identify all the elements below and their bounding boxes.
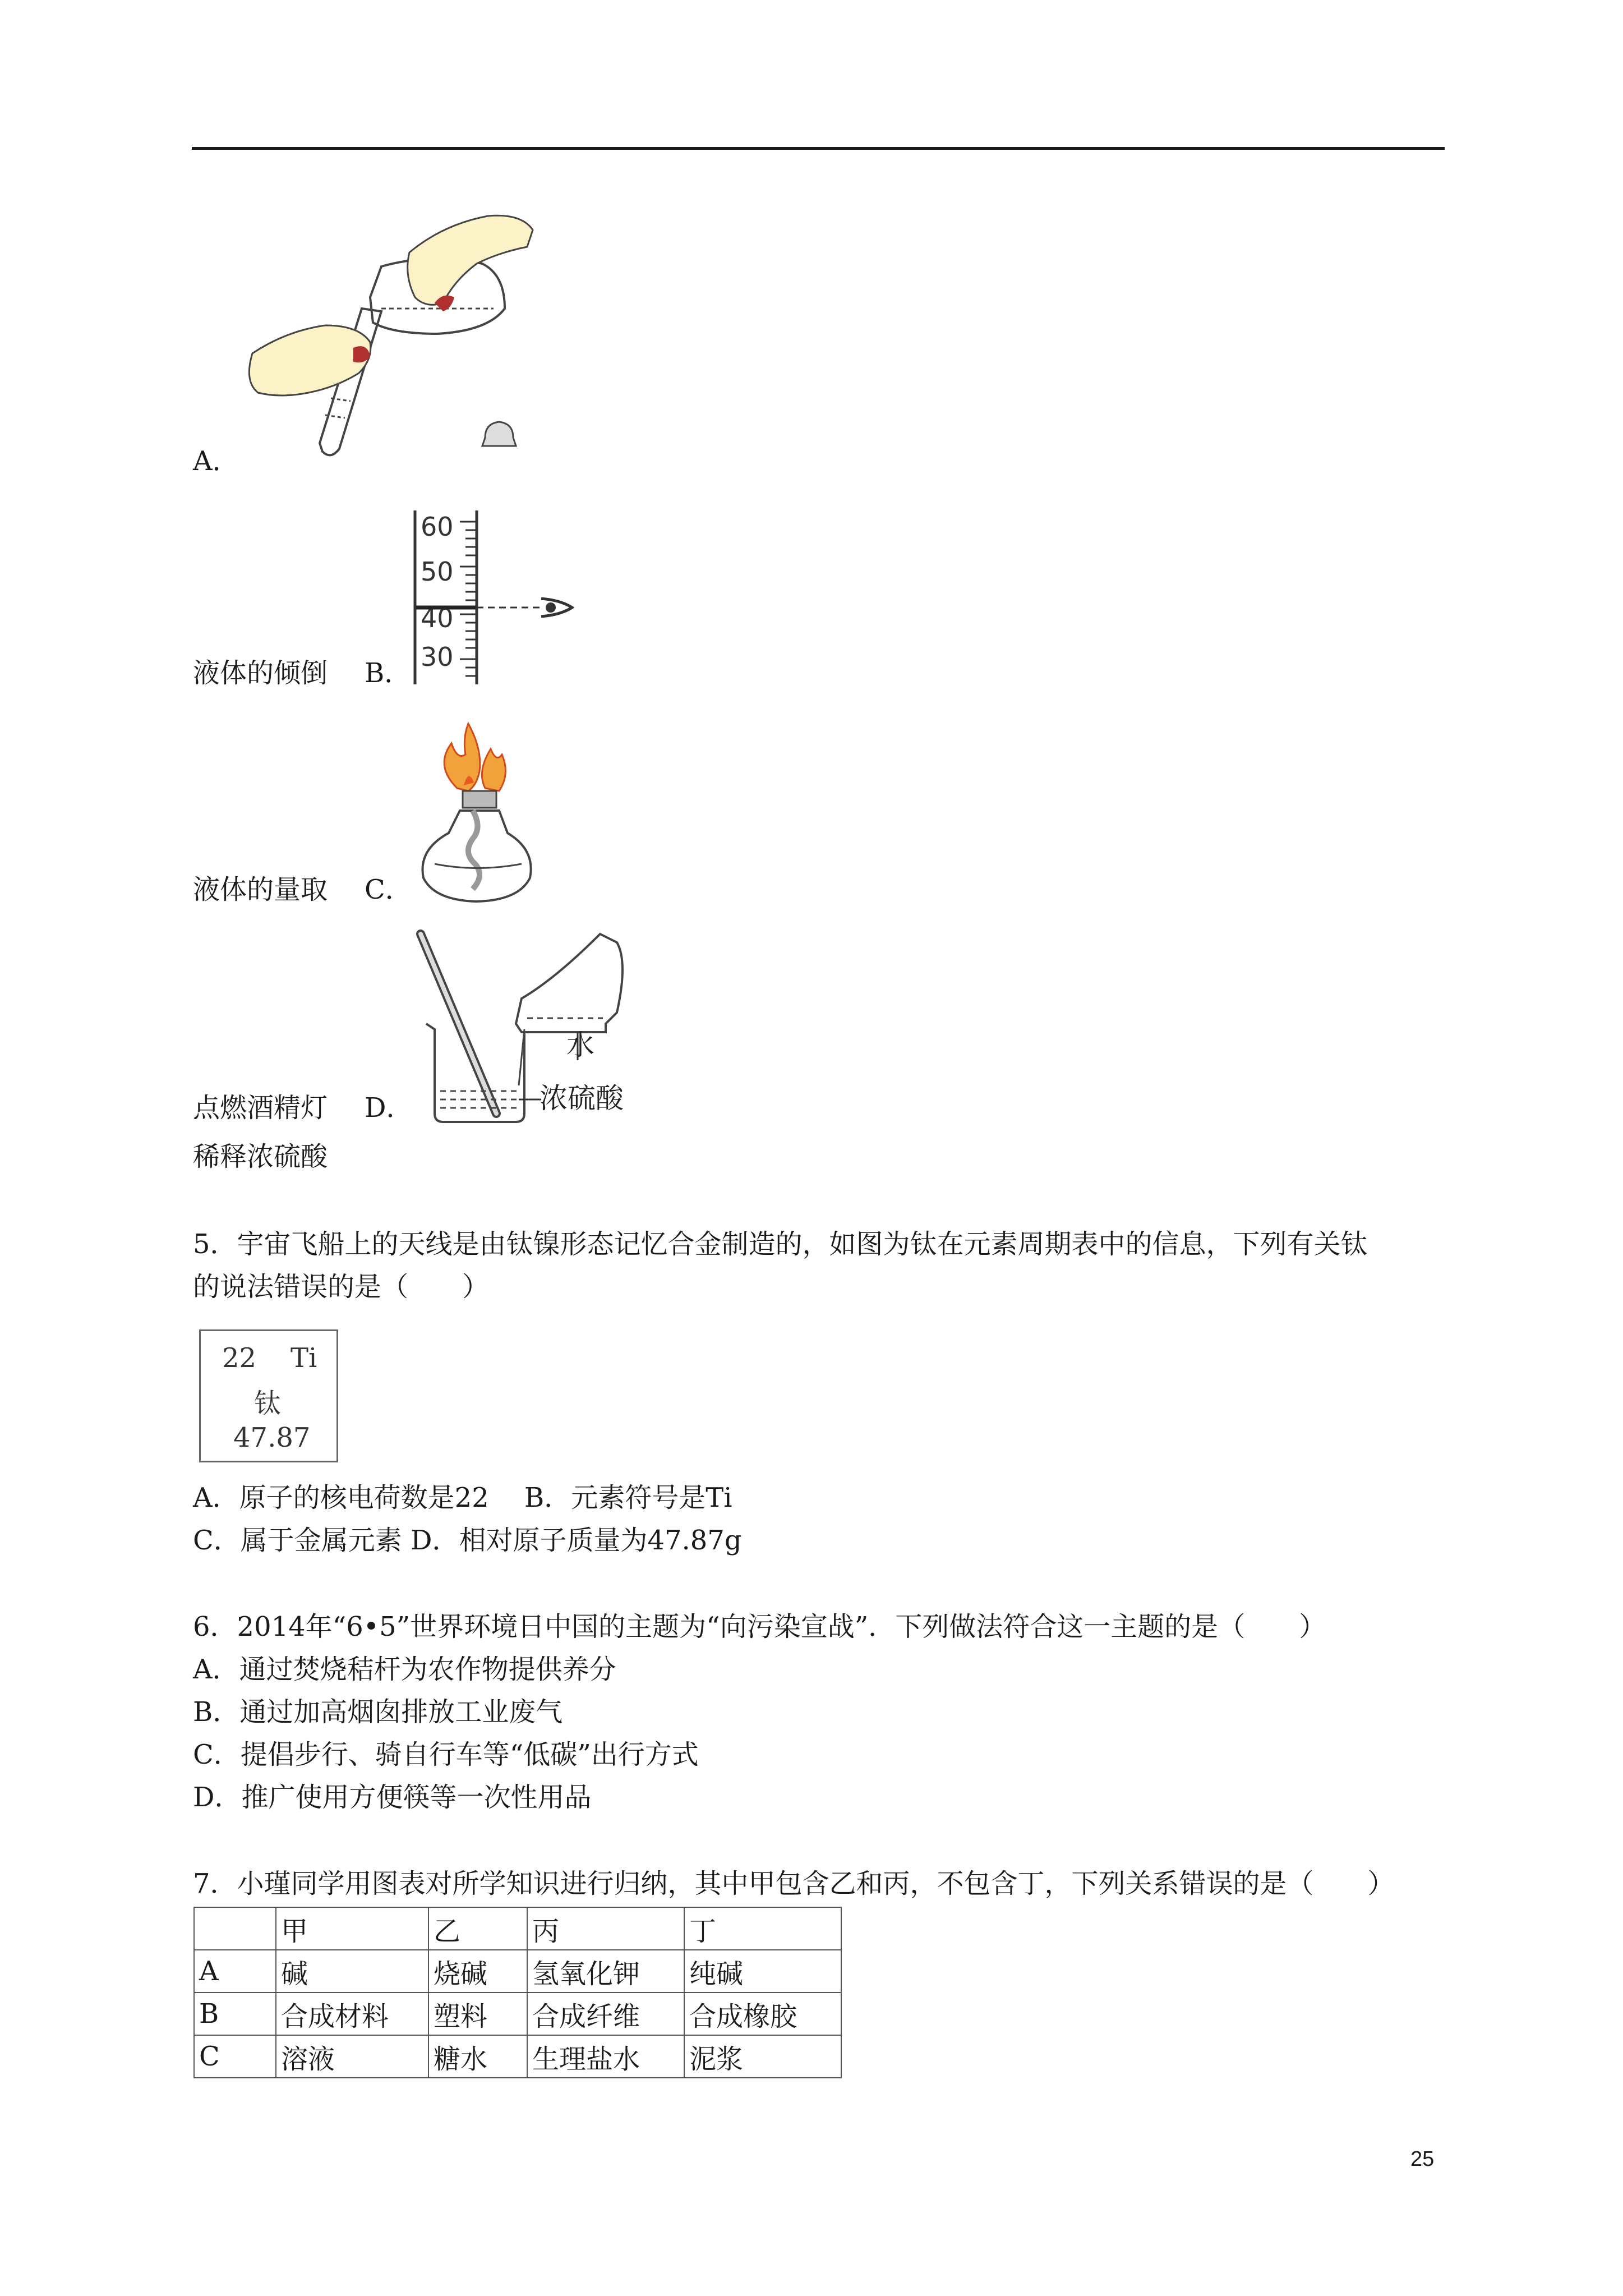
table-cell xyxy=(194,1907,276,1950)
caption-light-lamp: 点燃酒精灯 xyxy=(193,1092,328,1124)
option-d-letter: D． xyxy=(365,1092,413,1124)
q6-option-c: C．提倡步行、骑自行车等“低碳”出行方式 xyxy=(193,1739,699,1770)
caption-dilute-acid: 稀释浓硫酸 xyxy=(193,1141,328,1172)
table-cell: 合成纤维 xyxy=(527,1993,684,2035)
table-cell: 氢氧化钾 xyxy=(527,1950,684,1993)
element-number: 22 xyxy=(222,1342,257,1374)
liquid-pouring-figure xyxy=(241,213,544,471)
caption-liquid-pouring: 液体的倾倒 xyxy=(193,657,328,689)
table-cell: 甲 xyxy=(276,1907,428,1950)
titanium-element-card xyxy=(199,1329,338,1462)
table-cell: 塑料 xyxy=(428,1993,527,2035)
table-header-row xyxy=(194,1907,841,1950)
dilution-figure xyxy=(415,928,651,1130)
q7-classification-table xyxy=(193,1907,842,2078)
table-cell: C xyxy=(194,2035,276,2078)
table-cell: 碱 xyxy=(276,1950,428,1993)
q6-option-a: A．通过焚烧秸杆为农作物提供养分 xyxy=(193,1654,616,1685)
scale-label-40: 40 xyxy=(421,603,454,633)
table-cell: 乙 xyxy=(428,1907,527,1950)
element-name: 钛 xyxy=(254,1388,282,1419)
page-number: 25 xyxy=(1410,2147,1435,2171)
table-cell: 纯碱 xyxy=(684,1950,841,1993)
q5-stem-line1: 5．宇宙飞船上的天线是由钛镍形态记忆合金制造的，如图为钛在元素周期表中的信息，下列有关钛 xyxy=(193,1228,1368,1260)
table-cell: 丁 xyxy=(684,1907,841,1950)
table-cell: B xyxy=(194,1993,276,2035)
q6-stem: 6．2014年“6•5”世界环境日中国的主题为“向污染宣战”．下列做法符合这一主题的是（ ） xyxy=(193,1611,1326,1642)
scale-label-30: 30 xyxy=(421,642,454,672)
table-cell: 合成橡胶 xyxy=(684,1993,841,2035)
q6-option-d: D．推广使用方便筷等一次性用品 xyxy=(193,1782,592,1813)
q6-option-b: B．通过加高烟囱排放工业废气 xyxy=(193,1696,563,1728)
table-cell: A xyxy=(194,1950,276,1993)
q5-options-line1: A．原子的核电荷数是22 B．元素符号是Ti xyxy=(193,1482,732,1513)
measuring-cylinder-figure xyxy=(404,508,578,687)
header-rule xyxy=(192,147,1445,150)
table-row xyxy=(194,2035,841,2078)
alcohol-lamp-figure xyxy=(412,721,541,906)
table-cell: 生理盐水 xyxy=(527,2035,684,2078)
q5-stem-line2: 的说法错误的是（ ） xyxy=(193,1271,490,1303)
table-cell: 溶液 xyxy=(276,2035,428,2078)
caption-liquid-measuring: 液体的量取 xyxy=(193,874,328,905)
table-cell: 泥浆 xyxy=(684,2035,841,2078)
table-cell: 合成材料 xyxy=(276,1993,428,2035)
label-concentrated-acid: 浓硫酸 xyxy=(540,1082,624,1115)
q7-stem: 7．小瑾同学用图表对所学知识进行归纳，其中甲包含乙和丙，不包含丁，下列关系错误的是（ ） xyxy=(193,1868,1395,1899)
table-cell: 烧碱 xyxy=(428,1950,527,1993)
table-row xyxy=(194,1993,841,2035)
scale-label-50: 50 xyxy=(421,556,454,587)
option-b-letter: B． xyxy=(365,657,412,689)
q5-options-line2: C．属于金属元素 D．相对原子质量为47.87g xyxy=(193,1525,742,1556)
element-mass: 47.87 xyxy=(233,1422,311,1453)
option-c-letter: C． xyxy=(365,874,412,905)
table-cell: 丙 xyxy=(527,1907,684,1950)
label-water: 水 xyxy=(566,1029,594,1061)
table-cell: 糖水 xyxy=(428,2035,527,2078)
option-a-letter: A． xyxy=(193,445,239,477)
table-row xyxy=(194,1950,841,1993)
scale-label-60: 60 xyxy=(421,512,454,542)
eye-icon xyxy=(546,602,556,613)
element-symbol: Ti xyxy=(291,1342,317,1374)
